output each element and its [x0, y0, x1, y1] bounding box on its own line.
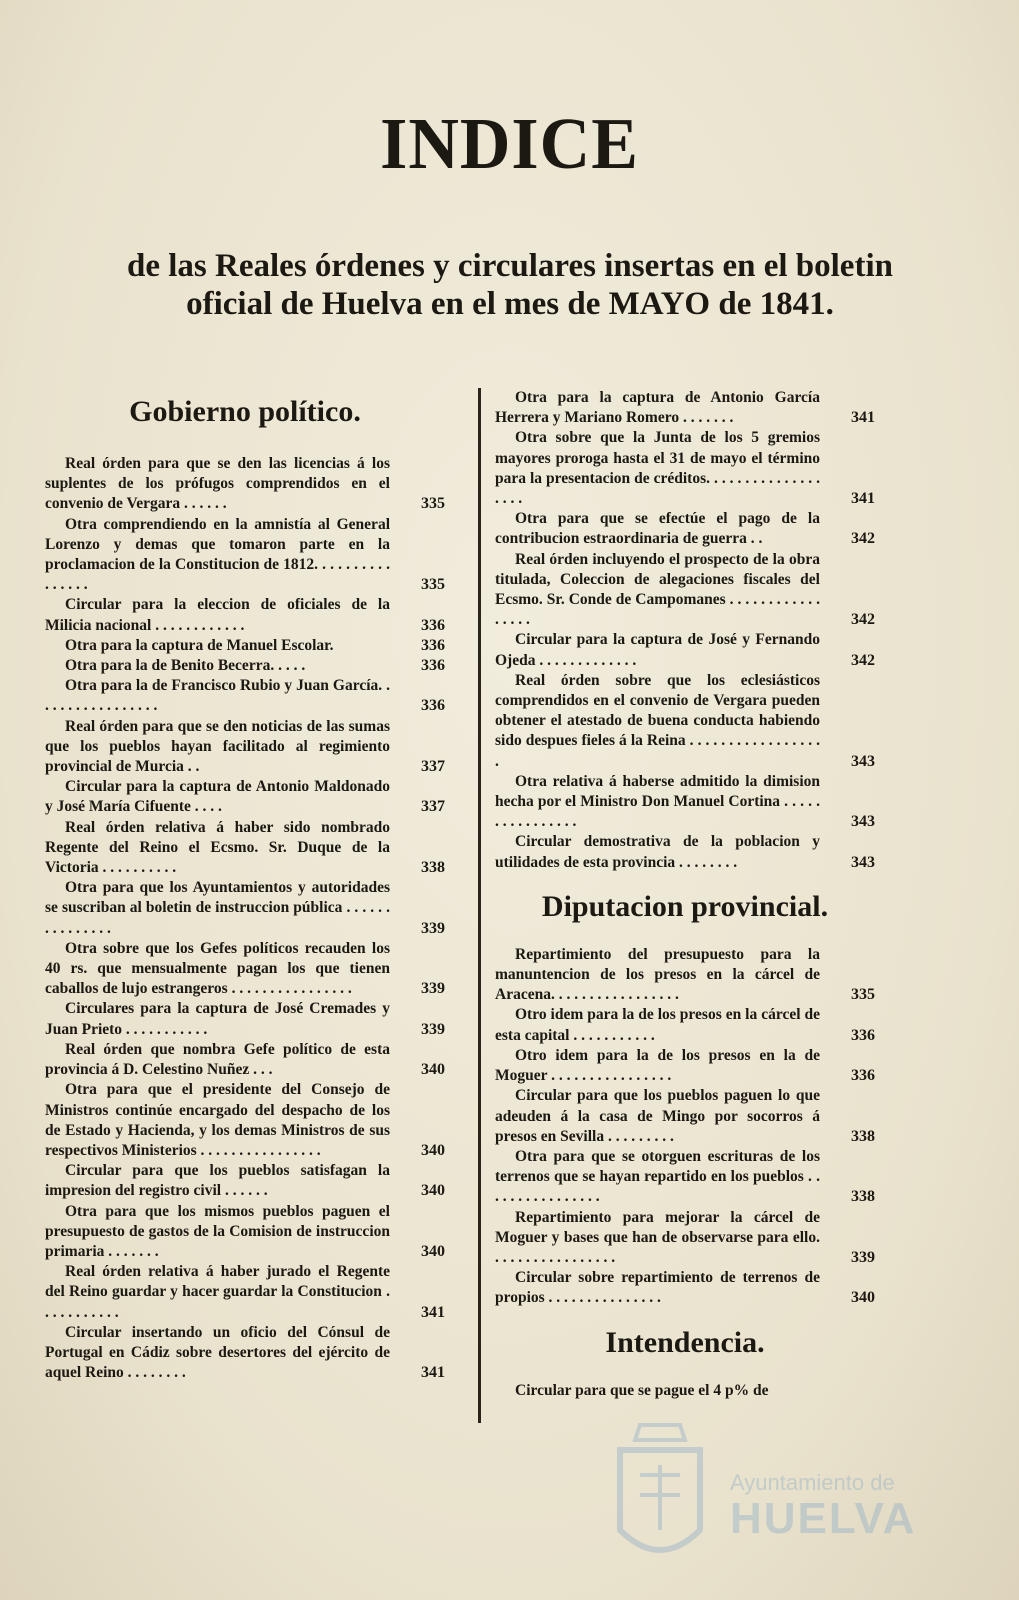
index-entry: [495, 1046, 875, 1086]
entry-page-number: 339: [421, 980, 445, 998]
entry-text: Otra para que los Ayuntamientos y autoridades se suscriban al boletin de instruccion pública . . . . . . . . . . . . . . .: [45, 879, 390, 937]
entry-text: Repartimiento del presupuesto para la manuntencion de los presos en la cárcel de Aracena. . . . . . . . . . . . . . . . .: [495, 945, 820, 1004]
index-entry: [495, 832, 875, 872]
index-entry: [45, 515, 445, 596]
diputacion-entries-list: [495, 945, 875, 1309]
index-entry: [45, 878, 445, 939]
entry-text: Otra comprendiendo en la amnistía al General Lorenzo y demas que tomaron parte en la proclamacion de la Constitucion de 1812. . . . . . . . . . . . . . . .: [45, 515, 390, 594]
index-entry: [495, 671, 875, 772]
index-entry: [45, 818, 445, 879]
entry-text: Real órden sobre que los eclesiásticos comprendidos en el convenio de Vergara pueden obtener el atestado de buena conducta habiendo sido despues fieles á la Reina . . . . . . . . . . . . . . . . . .: [495, 671, 820, 770]
entry-text: Circular sobre repartimiento de terrenos de propios . . . . . . . . . . . . . . .: [495, 1269, 820, 1307]
entry-page-number: 340: [421, 1141, 445, 1159]
right-column: [495, 388, 875, 1401]
entry-page-number: 335: [851, 986, 875, 1004]
index-entry: [45, 656, 445, 676]
entry-text: Real órden que nombra Gefe político de esta provincia á D. Celestino Nuñez . . .: [45, 1040, 390, 1079]
entry-page-number: 338: [851, 1188, 875, 1206]
entry-text: Otro idem para la de los presos en la cárcel de esta capital . . . . . . . . . . .: [495, 1006, 820, 1044]
entry-text: Otra para la de Benito Becerra. . . . .: [65, 657, 306, 675]
index-entry: [45, 717, 445, 778]
index-entry: [495, 1268, 875, 1308]
entry-text: Real órden para que se den las licencias á los suplentes de los prófugos comprendidos en el convenio de Vergara . . . . . .: [45, 455, 390, 513]
entry-text: Circular para que los pueblos satisfagan la impresion del registro civil . . . . . .: [45, 1162, 390, 1200]
entry-text: Real órden relativa á haber sido nombrado Regente del Reino el Ecsmo. Sr. Duque de la Victoria . . . . . . . . . .: [45, 818, 390, 877]
entry-page-number: 340: [421, 1061, 445, 1079]
entry-text: Circular para la captura de Antonio Maldonado y José María Cifuente . . . .: [45, 778, 390, 816]
watermark-line-1: Ayuntamiento de: [730, 1470, 895, 1495]
entry-page-number: 341: [421, 1303, 445, 1321]
entry-page-number: 338: [421, 859, 445, 877]
entry-page-number: 339: [421, 919, 445, 937]
index-entry: [495, 550, 875, 631]
entry-page-number: 339: [851, 1248, 875, 1266]
entry-text: Repartimiento para mejorar la cárcel de Moguer y bases que han de observarse para ello. . . . . . . . . . . . . . . . .: [495, 1208, 820, 1266]
entry-page-number: 336: [851, 1026, 875, 1044]
entry-text: Circular para la captura de José y Fernando Ojeda . . . . . . . . . . . . .: [495, 631, 820, 669]
index-entry: [45, 1040, 445, 1080]
entry-page-number: 335: [421, 576, 445, 594]
index-entry: [45, 939, 445, 1000]
entry-page-number: 338: [851, 1127, 875, 1145]
index-entry: [45, 1161, 445, 1201]
index-entry: [45, 1080, 445, 1161]
entry-text: Circular demostrativa de la poblacion y utilidades de esta provincia . . . . . . . .: [495, 833, 820, 871]
coat-of-arms-icon: [600, 1420, 720, 1580]
entry-page-number: 342: [851, 611, 875, 629]
entry-text: Real órden para que se den noticias de las sumas que los pueblos hayan facilitado al regimiento provincial de Murcia . .: [45, 717, 390, 776]
column-divider: [478, 388, 481, 1423]
index-entry: [495, 428, 875, 509]
section-heading-intendencia: Intendencia.: [605, 1325, 765, 1359]
entry-page-number: 340: [421, 1182, 445, 1200]
entry-text: Otra para la captura de Antonio García Herrera y Mariano Romero . . . . . . .: [495, 389, 820, 427]
intendencia-entry: [495, 1381, 875, 1401]
entry-text: Otra para la de Francisco Rubio y Juan García. . . . . . . . . . . . . . . . .: [45, 677, 390, 715]
entry-text: Circulares para la captura de José Cremades y Juan Prieto . . . . . . . . . . .: [45, 1000, 390, 1038]
section-heading-diputacion: Diputacion provincial.: [541, 889, 829, 923]
section-heading-gobierno: Gobierno político.: [129, 395, 361, 428]
left-column: [45, 392, 445, 1383]
right-entries-list: [495, 388, 875, 873]
index-entry: [45, 999, 445, 1039]
entry-page-number: 336: [421, 657, 445, 675]
entry-page-number: 340: [421, 1242, 445, 1260]
entry-page-number: 336: [421, 616, 445, 634]
index-entry: [495, 1086, 875, 1147]
index-entry: [45, 595, 445, 635]
entry-text: Otro idem para la de los presos en la de Moguer . . . . . . . . . . . . . . . .: [495, 1046, 820, 1085]
index-entry: [45, 777, 445, 817]
entry-page-number: 342: [851, 530, 875, 548]
entry-page-number: 342: [851, 651, 875, 669]
index-entry: [45, 1323, 445, 1384]
entry-text: Otra relativa á haberse admitido la dimision hecha por el Ministro Don Manuel Cortina . . . . . . . . . . . . . . . .: [495, 772, 820, 831]
entry-page-number: 336: [421, 697, 445, 715]
entry-text: Otra sobre que los Gefes políticos recauden los 40 rs. que mensualmente pagan los que tienen caballos de lujo estrangeros . . . . . . . . . . . . . . . .: [45, 939, 390, 998]
entry-text: Otra para que el presidente del Consejo de Ministros continúe encargado del despacho de los de Estado y Hacienda, y los demas Ministros de sus respectivos Ministerios . . . . . . . . . . . . . . . .: [45, 1081, 390, 1159]
entry-page-number: 343: [851, 813, 875, 831]
index-entry: [45, 1202, 445, 1263]
entry-text: Otra para que se otorguen escrituras de los terrenos que se hayan repartido en los pueblos . . . . . . . . . . . . . . . .: [495, 1147, 820, 1206]
entry-page-number: 343: [851, 853, 875, 871]
index-entry: [45, 636, 445, 656]
index-entry: [495, 1147, 875, 1208]
entry-page-number: 341: [851, 490, 875, 508]
entry-text: Otra para que los mismos pueblos paguen el presupuesto de gastos de la Comision de instruccion primaria . . . . . . .: [45, 1202, 390, 1260]
entry-text: Circular para la eleccion de oficiales de la Milicia nacional . . . . . . . . . . . .: [45, 596, 390, 634]
entry-text: Circular para que los pueblos paguen lo que adeuden á la casa de Mingo por socorros á presos en Sevilla . . . . . . . . .: [495, 1087, 820, 1145]
entry-page-number: 337: [421, 798, 445, 816]
ayuntamiento-watermark: [600, 1420, 980, 1580]
index-entry: [45, 1262, 445, 1323]
subtitle: [40, 247, 980, 323]
entry-text: Real órden incluyendo el prospecto de la obra titulada, Coleccion de alegaciones fiscales del Ecsmo. Sr. Conde de Campomanes . . . . . . . . . . . . . . . . .: [495, 550, 820, 629]
index-entry: [495, 772, 875, 833]
entry-page-number: 336: [851, 1067, 875, 1085]
subtitle-line-1: de las Reales órdenes y circulares insertas en el boletin: [127, 248, 893, 284]
entry-page-number: 340: [851, 1289, 875, 1307]
entry-text: Otra para que se efectúe el pago de la contribucion estraordinaria de guerra . .: [495, 510, 820, 548]
entry-text: Circular para que se pague el 4 p% de: [515, 1381, 769, 1399]
entry-text: Otra para la captura de Manuel Escolar.: [65, 636, 334, 654]
subtitle-line-2: oficial de Huelva en el mes de MAYO de 1841.: [186, 286, 834, 322]
index-entry: [495, 509, 875, 549]
entry-page-number: 341: [851, 409, 875, 427]
entry-page-number: 339: [421, 1020, 445, 1038]
entry-page-number: 337: [421, 758, 445, 776]
index-entry: [45, 454, 445, 515]
entry-page-number: 335: [421, 495, 445, 513]
entry-page-number: 336: [421, 636, 445, 654]
watermark-line-2: HUELVA: [730, 1494, 917, 1543]
index-entry: [45, 676, 445, 716]
entry-page-number: 341: [421, 1364, 445, 1382]
index-entry: [495, 630, 875, 670]
index-entry: [495, 945, 875, 1006]
entry-text: Circular insertando un oficio del Cónsul de Portugal en Cádiz sobre desertores del ejército de aquel Reino . . . . . . . .: [45, 1323, 390, 1382]
index-entry: [495, 1208, 875, 1269]
entry-page-number: 343: [851, 752, 875, 770]
index-entry: [495, 388, 875, 428]
entry-text: Real órden relativa á haber jurado el Regente del Reino guardar y hacer guardar la Constitucion . . . . . . . . . . .: [45, 1263, 390, 1321]
index-entry: [495, 1005, 875, 1045]
left-entries-list: [45, 454, 445, 1383]
main-title: INDICE: [380, 104, 639, 185]
entry-text: Otra sobre que la Junta de los 5 gremios mayores prorogа hasta el 31 de mayo el término para la presentacion de créditos. . . . . . . . . . . . . . . . . . .: [495, 429, 820, 508]
